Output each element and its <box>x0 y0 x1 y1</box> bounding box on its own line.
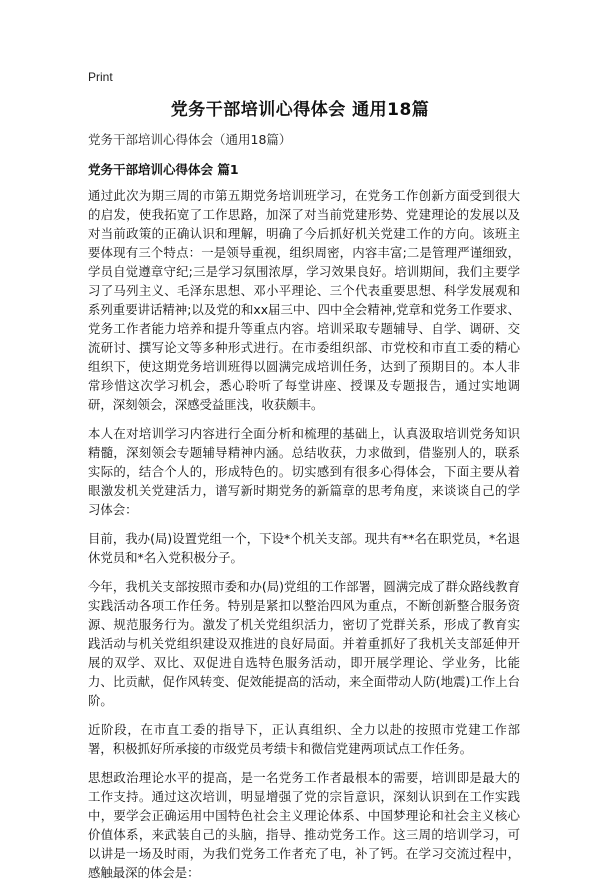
print-link[interactable]: Print <box>88 70 113 84</box>
body-paragraph: 今年，我机关支部按照市委和办(局)党组的工作部署，圆满完成了群众路线教育实践活动各项工作任务。特别是紧扣以整治四风为重点，不断创新整合服务资源、规范服务行为。激发了机关党组织活力，密切了党群关系，形成了教育实践活动与机关党组织建设双推进的良好局面。并着重抓好了我机关支部延伸开展的双学、双比、双促进自选特色服务活动，即开展学理论、学业务，比能力、比贡献，促作风转变、促效能提高的活动，来全面带动人防(地震)工作上台阶。 <box>88 579 520 708</box>
document-subtitle: 党务干部培训心得体会（通用18篇） <box>88 132 292 147</box>
body-paragraph: 目前，我办(局)设置党组一个，下设*个机关支部。现共有**名在职党员，*名退休党员和*名入党积极分子。 <box>88 531 520 565</box>
document-title: 党务干部培训心得体会 通用18篇 <box>170 100 430 120</box>
section-heading: 党务干部培训心得体会 篇1 <box>88 162 239 177</box>
body-paragraph: 近阶段，在市直工委的指导下，正认真组织、全力以赴的按照市党建工作部署，积极抓好所承接的市级党员考绩卡和微信党建两项试点工作任务。 <box>88 722 520 756</box>
body-paragraph: 思想政治理论水平的提高，是一名党务工作者最根本的需要，培训即是最大的工作支持。通过这次培训，明显增强了党的宗旨意识，深刻认识到在工作实践中，要学会正确运用中国特色社会主义理论体系、中国梦理论和社会主义核心价值体系，来武装自己的头脑，指导、推动党务工作。这三周的培训学习，可以讲是一场及时雨，为我们党务工作者充了电，补了钙。在学习交流过程中，感触最深的体会是： <box>88 770 520 880</box>
body-paragraph: 本人在对培训学习内容进行全面分析和梳理的基础上，认真汲取培训党务知识精髓，深刻领会专题辅导精神内涵。总结收获，力求做到，借鉴别人的，联系实际的，结合个人的，形成特色的。切实感到有很多心得体会，下面主要从着眼激发机关党建活力，谱写新时期党务的新篇章的思考角度，来谈谈自己的学习体会： <box>88 426 520 517</box>
body-paragraph: 通过此次为期三周的市第五期党务培训班学习，在党务工作创新方面受到很大的启发，使我拓宽了工作思路，加深了对当前党建形势、党建理论的发展以及对当前政策的正确认识和理解，明确了今后抓好机关党建工作的方向。该班主要体现有三个特点：一是领导重视，组织周密，内容丰富;二是管理严谨细致，学员自觉遵章守纪;三是学习氛围浓厚，学习效果良好。培训期间，我们主要学习了马列主义、毛泽东思想、邓小平理论、三个代表重要思想、科学发展观和系列重要讲话精神;以及党的和xx届三中、四中全会精神,党章和党务工作要求、党务工作者能力培养和提升等重点内容。培训采取专题辅导、自学、调研、交流研讨、撰写论文等多种形式进行。在市委组织部、市党校和市直工委的精心组织下，使这期党务培训班得以圆满完成培训任务，达到了预期目的。本人非常珍惜这次学习机会，悉心聆听了每堂讲座、授课及专题报告，通过实地调研，深刻领会，深感受益匪浅，收获颇丰。 <box>88 188 520 412</box>
document-body <box>88 186 520 892</box>
